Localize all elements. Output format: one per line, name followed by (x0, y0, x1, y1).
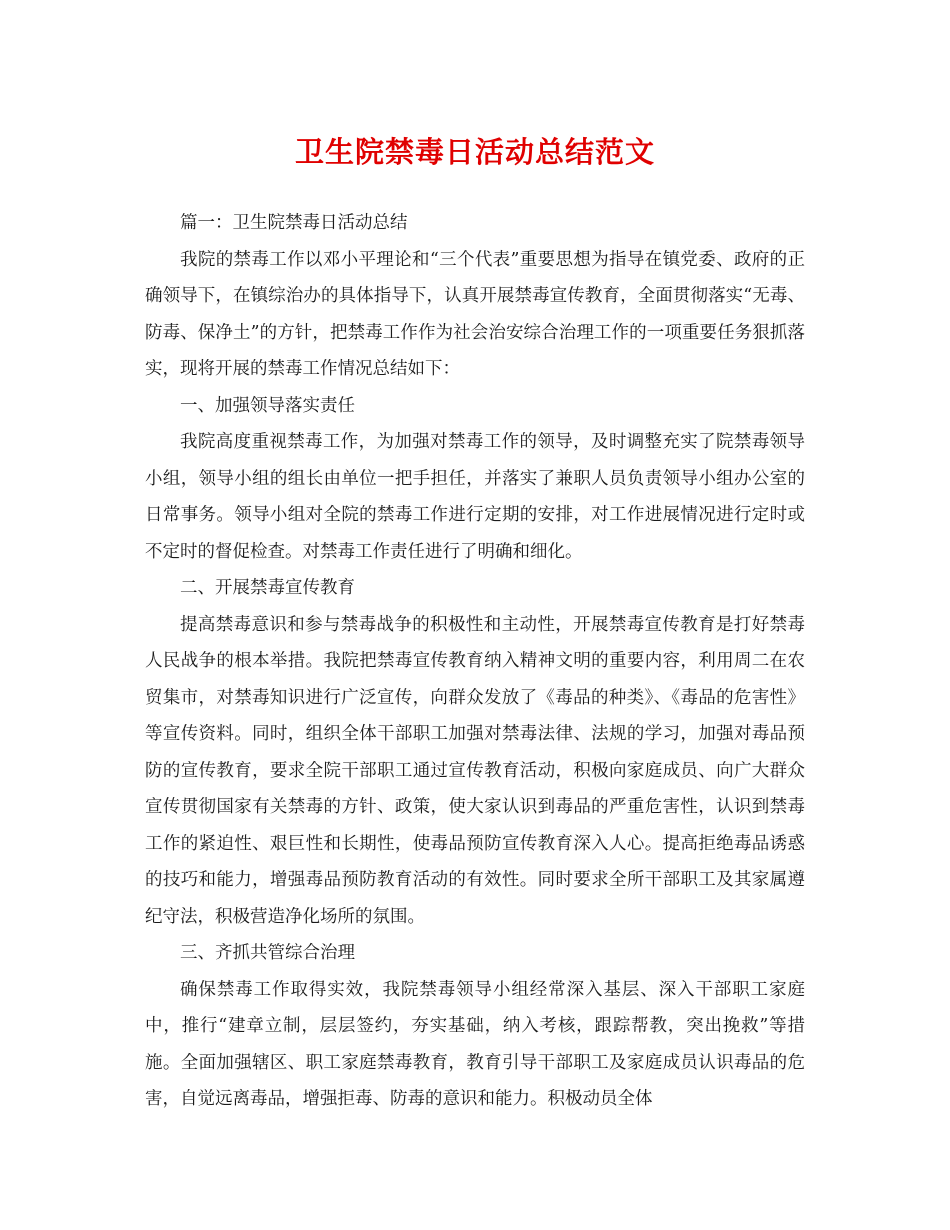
paragraph-intro: 我院的禁毒工作以邓小平理论和“三个代表”重要思想为指导在镇党委、政府的正确领导下，在镇综治办的具体指导下，认真开展禁毒宣传教育，全面贯彻落实“无毒、防毒、保净土”的方针，把禁毒工作作为社会治安综合治理工作的一项重要任务狠抓落实，现将开展的禁毒工作情况总结如下： (145, 249, 805, 379)
paragraph-section-1: 我院高度重视禁毒工作，为加强对禁毒工作的领导，及时调整充实了院禁毒领导小组，领导小组的组长由单位一把手担任，并落实了兼职人员负责领导小组办公室的日常事务。领导小组对全院的禁毒工作进行定期的安排，对工作进展情况进行定时或不定时的督促检查。对禁毒工作责任进行了明确和细化。 (145, 432, 805, 562)
heading-section-2: 二、开展禁毒宣传教育 (180, 578, 355, 598)
document-body (145, 205, 805, 1118)
heading-section-3: 三、齐抓共管综合治理 (180, 943, 355, 963)
paragraph-section-2: 提高禁毒意识和参与禁毒战争的积极性和主动性，开展禁毒宣传教育是打好禁毒人民战争的根本举措。我院把禁毒宣传教育纳入精神文明的重要内容，利用周二在农贸集市，对禁毒知识进行广泛宣传，向群众发放了《毒品的种类》、《毒品的危害性》等宣传资料。同时，组织全体干部职工加强对禁毒法律、法规的学习，加强对毒品预防的宣传教育，要求全院干部职工通过宣传教育活动，积极向家庭成员、向广大群众宣传贯彻国家有关禁毒的方针、政策，使大家认识到毒品的严重危害性，认识到禁毒工作的紧迫性、艰巨性和长期性，使毒品预防宣传教育深入人心。提高拒绝毒品诱惑的技巧和能力，增强毒品预防教育活动的有效性。同时要求全所干部职工及其家属遵纪守法，积极营造净化场所的氛围。 (145, 614, 805, 927)
heading-section-1: 一、加强领导落实责任 (180, 395, 355, 416)
paragraph-section-3: 确保禁毒工作取得实效，我院禁毒领导小组经常深入基层、深入干部职工家庭中，推行“建章立制，层层签约，夯实基础，纳入考核，跟踪帮教，突出挽救”等措施。全面加强辖区、职工家庭禁毒教育，教育引导干部职工及家庭成员认识毒品的危害，自觉远离毒品，增强拒毒、防毒的意识和能力。积极动员全体 (145, 979, 805, 1109)
paragraph-section-label: 篇一：卫生院禁毒日活动总结 (180, 213, 408, 233)
document-title: 卫生院禁毒日活动总结范文 (294, 135, 655, 169)
